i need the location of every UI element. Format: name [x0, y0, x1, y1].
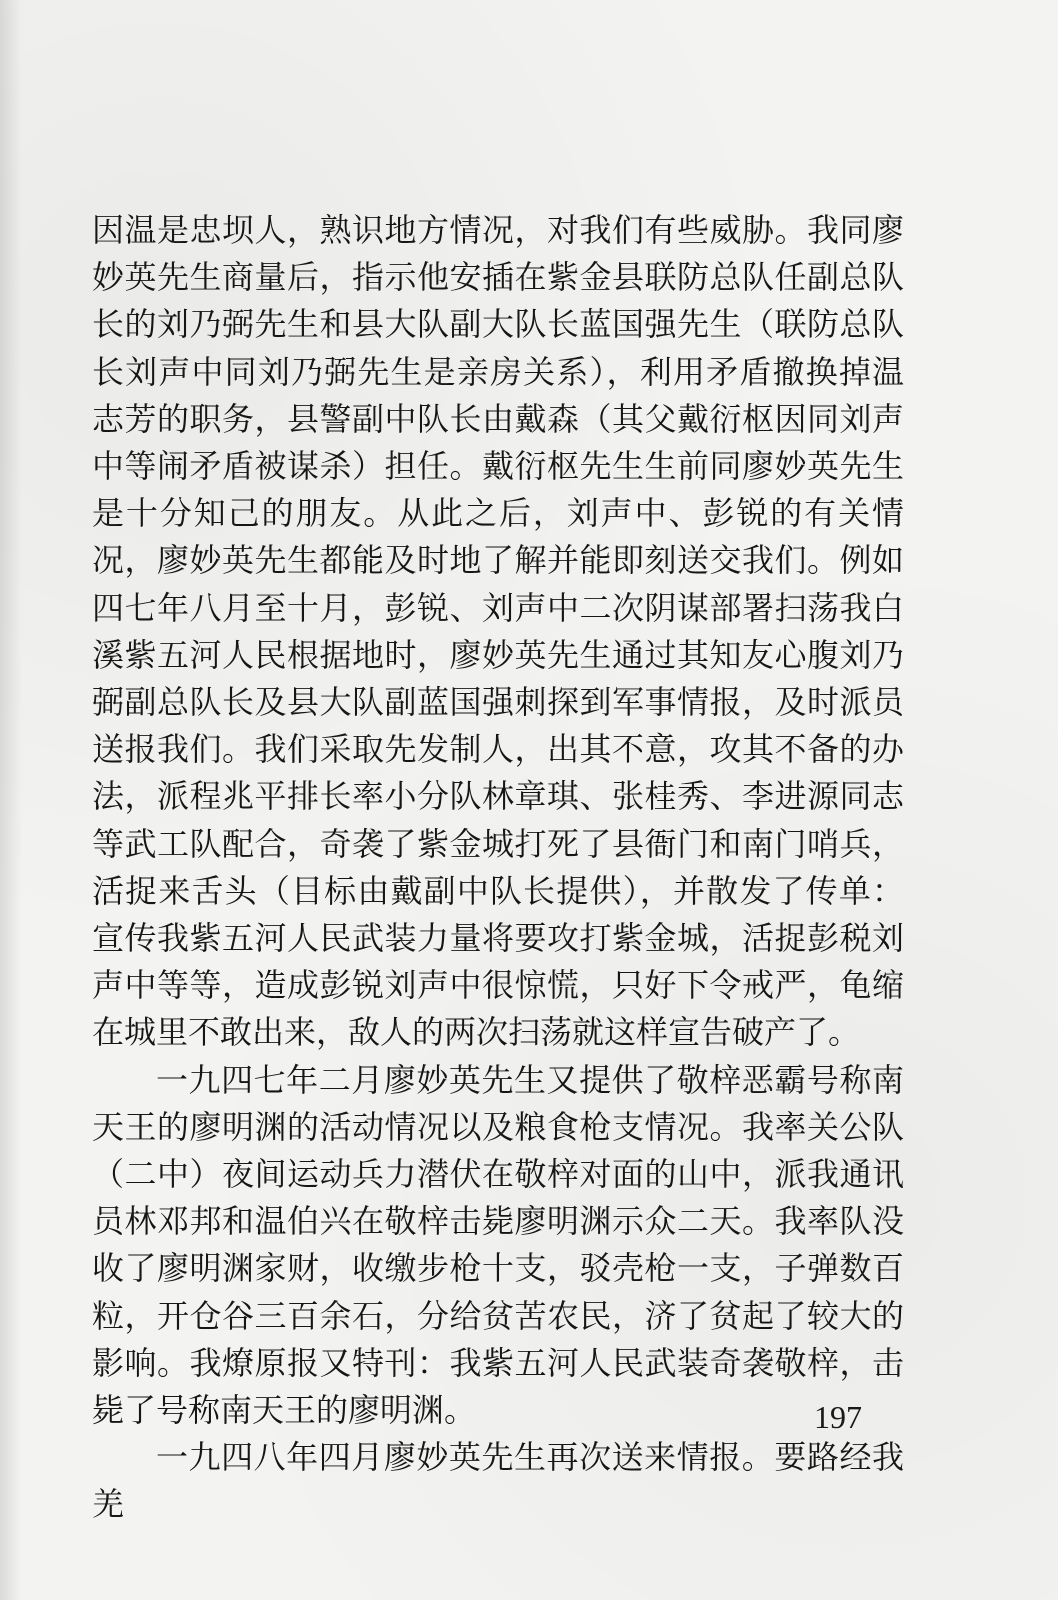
body-text [92, 207, 904, 1529]
paragraph-3: 一九四八年四月廖妙英先生再次送来情报。要路经我羌 [92, 1438, 904, 1524]
page-number: 197 [814, 1399, 862, 1435]
paragraph-2: 一九四七年二月廖妙英先生又提供了敬梓恶霸号称南天王的廖明渊的活动情况以及粮食枪支情况。我率关公队（二中）夜间运动兵力潜伏在敬梓对面的山中，派我通讯员林邓邦和温伯兴在敬梓击毙廖明渊示众二天。我率队没收了廖明渊家财，收缴步枪十支，驳壳枪一支，子弹数百粒，开仓谷三百余石，分给贫苦农民，济了贫起了较大的影响。我燎原报又特刊：我紫五河人民武装奇袭敬梓，击毙了号称南天王的廖明渊。 [92, 1060, 904, 1430]
paragraph-1: 因温是忠坝人，熟识地方情况，对我们有些威胁。我同廖妙英先生商量后，指示他安插在紫金县联防总队任副总队长的刘乃弼先生和县大队副大队长蓝国强先生（联防总队长刘声中同刘乃弼先生是亲房关系），利用矛盾撤换掉温志芳的职务，县警副中队长由戴森（其父戴衍枢因同刘声中等闹矛盾被谋杀）担任。戴衍枢先生生前同廖妙英先生是十分知己的朋友。从此之后，刘声中、彭锐的有关情况，廖妙英先生都能及时地了解并能即刻送交我们。例如四七年八月至十月，彭锐、刘声中二次阴谋部署扫荡我白溪紫五河人民根据地时，廖妙英先生通过其知友心腹刘乃弼副总队长及县大队副蓝国强刺探到军事情报，及时派员送报我们。我们采取先发制人，出其不意，攻其不备的办法，派程兆平排长率小分队林章琪、张桂秀、李进源同志等武工队配合，奇袭了紫金城打死了县衙门和南门哨兵，活捉来舌头（目标由戴副中队长提供），并散发了传单：宣传我紫五河人民武装力量将要攻打紫金城，活捉彭税刘声中等等，造成彭锐刘声中很惊慌，只好下令戒严，龟缩在城里不敢出来，敌人的两次扫荡就这样宣告破产了。 [92, 211, 904, 1052]
page-binding-edge [0, 0, 22, 1600]
